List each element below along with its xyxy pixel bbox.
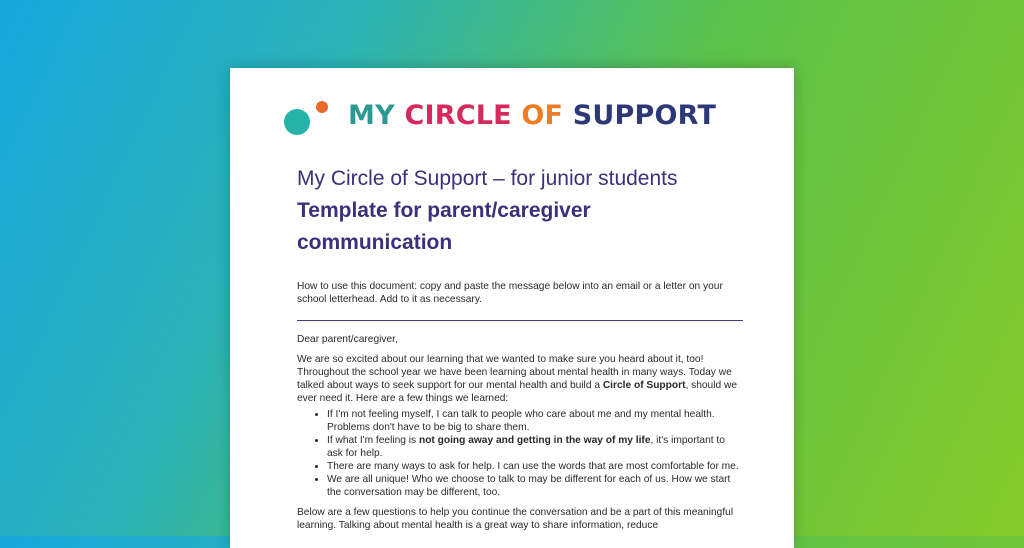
divider-line (297, 320, 743, 321)
document-page (230, 68, 794, 548)
paragraph-intro-text-2: , should we ever need it. Here are a few things we learned: (297, 380, 738, 404)
document-title: My Circle of Support – for junior students (297, 167, 678, 190)
list-item-text-1: If what I'm feeling is (327, 435, 419, 446)
list-item: • We are all unique! Who we choose to talk to may be different for each of us. How we start the conversation may be different, too. (327, 473, 743, 499)
paragraph-intro-bold: Circle of Support (602, 380, 686, 391)
logo-dot-icon (316, 101, 328, 113)
list-item: • There are many ways to ask for help. I can use the words that are most comfortable for me. (327, 460, 743, 473)
logo-word-circle: CIRCLE (404, 100, 512, 131)
document-subtitle: Template for parent/caregiver communication (297, 199, 591, 254)
logo-wordmark (348, 100, 716, 131)
paragraph-intro-text-1: We are so excited about our learning that we wanted to make sure you heard about it, too! Throughout the school year we have been learning about mental health in many ways. Today we talked about ways to seek support for our mental health and build a (297, 354, 732, 391)
logo-circle-icon (284, 109, 310, 135)
list-item: • If I'm not feeling myself, I can talk to people who care about me and my mental health. Problems don't have to be big to share them. (327, 408, 743, 434)
logo (284, 96, 717, 140)
paragraph-intro (297, 353, 743, 405)
list-item-text-2: , it's important to ask for help. (327, 435, 725, 459)
document-body (297, 280, 743, 532)
logo-word-my: MY (348, 100, 395, 131)
list-item (327, 434, 743, 460)
logo-word-support: SUPPORT (572, 100, 717, 131)
logo-word-of: OF (521, 100, 564, 131)
learning-list (297, 408, 743, 499)
greeting: Dear parent/caregiver, (297, 334, 398, 345)
paragraph-questions: Below are a few questions to help you continue the conversation and be a part of this meaningful learning. Talking about mental health is a great way to share information, reduce (297, 507, 734, 531)
instructions-text: How to use this document: copy and paste the message below into an email or a letter on your school letterhead. Add to it as necessary. (297, 281, 723, 305)
list-item-bold: not going away and getting in the way of my life (418, 435, 651, 446)
